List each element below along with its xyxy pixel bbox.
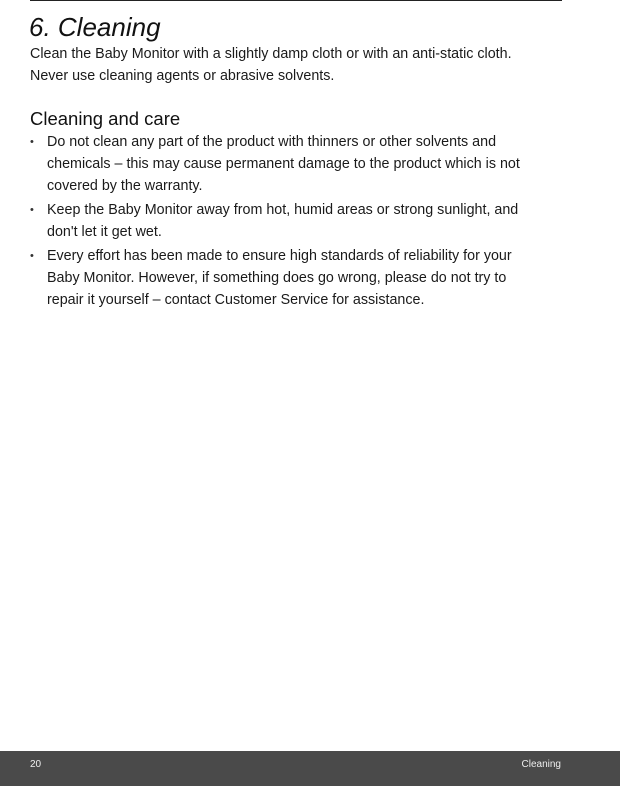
- intro-line: Never use cleaning agents or abrasive solvents.: [30, 68, 335, 84]
- bullet-line: don't let it get wet.: [47, 224, 162, 240]
- bullet-icon: •: [30, 136, 34, 148]
- bullet-item: [30, 245, 560, 311]
- bullet-item: [30, 199, 560, 243]
- bullet-line: Do not clean any part of the product with thinners or other solvents and: [47, 134, 497, 150]
- bullet-line: Baby Monitor. However, if something does go wrong, please do not try to: [47, 270, 507, 286]
- bullet-item: [30, 131, 560, 197]
- intro-paragraph: [30, 43, 570, 87]
- top-rule: [30, 0, 562, 1]
- bullet-icon: •: [30, 204, 34, 216]
- bullet-line: covered by the warranty.: [47, 178, 203, 194]
- bullet-text: [47, 131, 560, 197]
- subsection-title: Cleaning and care: [30, 108, 181, 129]
- bullet-line: repair it yourself – contact Customer Service for assistance.: [47, 292, 425, 308]
- page-number: 20: [30, 759, 42, 770]
- footer-section-label: Cleaning: [521, 759, 561, 770]
- footer-bar: [0, 751, 620, 786]
- bullet-line: Every effort has been made to ensure high standards of reliability for your: [47, 248, 512, 264]
- bullet-text: [47, 199, 560, 243]
- bullet-line: chemicals – this may cause permanent damage to the product which is not: [47, 156, 520, 172]
- section-title: 6. Cleaning: [29, 12, 161, 42]
- bullet-text: [47, 245, 560, 311]
- bullet-line: Keep the Baby Monitor away from hot, humid areas or strong sunlight, and: [47, 202, 519, 218]
- bullet-list: [30, 131, 560, 313]
- bullet-icon: •: [30, 250, 34, 262]
- intro-line: Clean the Baby Monitor with a slightly damp cloth or with an anti-static cloth.: [30, 46, 512, 62]
